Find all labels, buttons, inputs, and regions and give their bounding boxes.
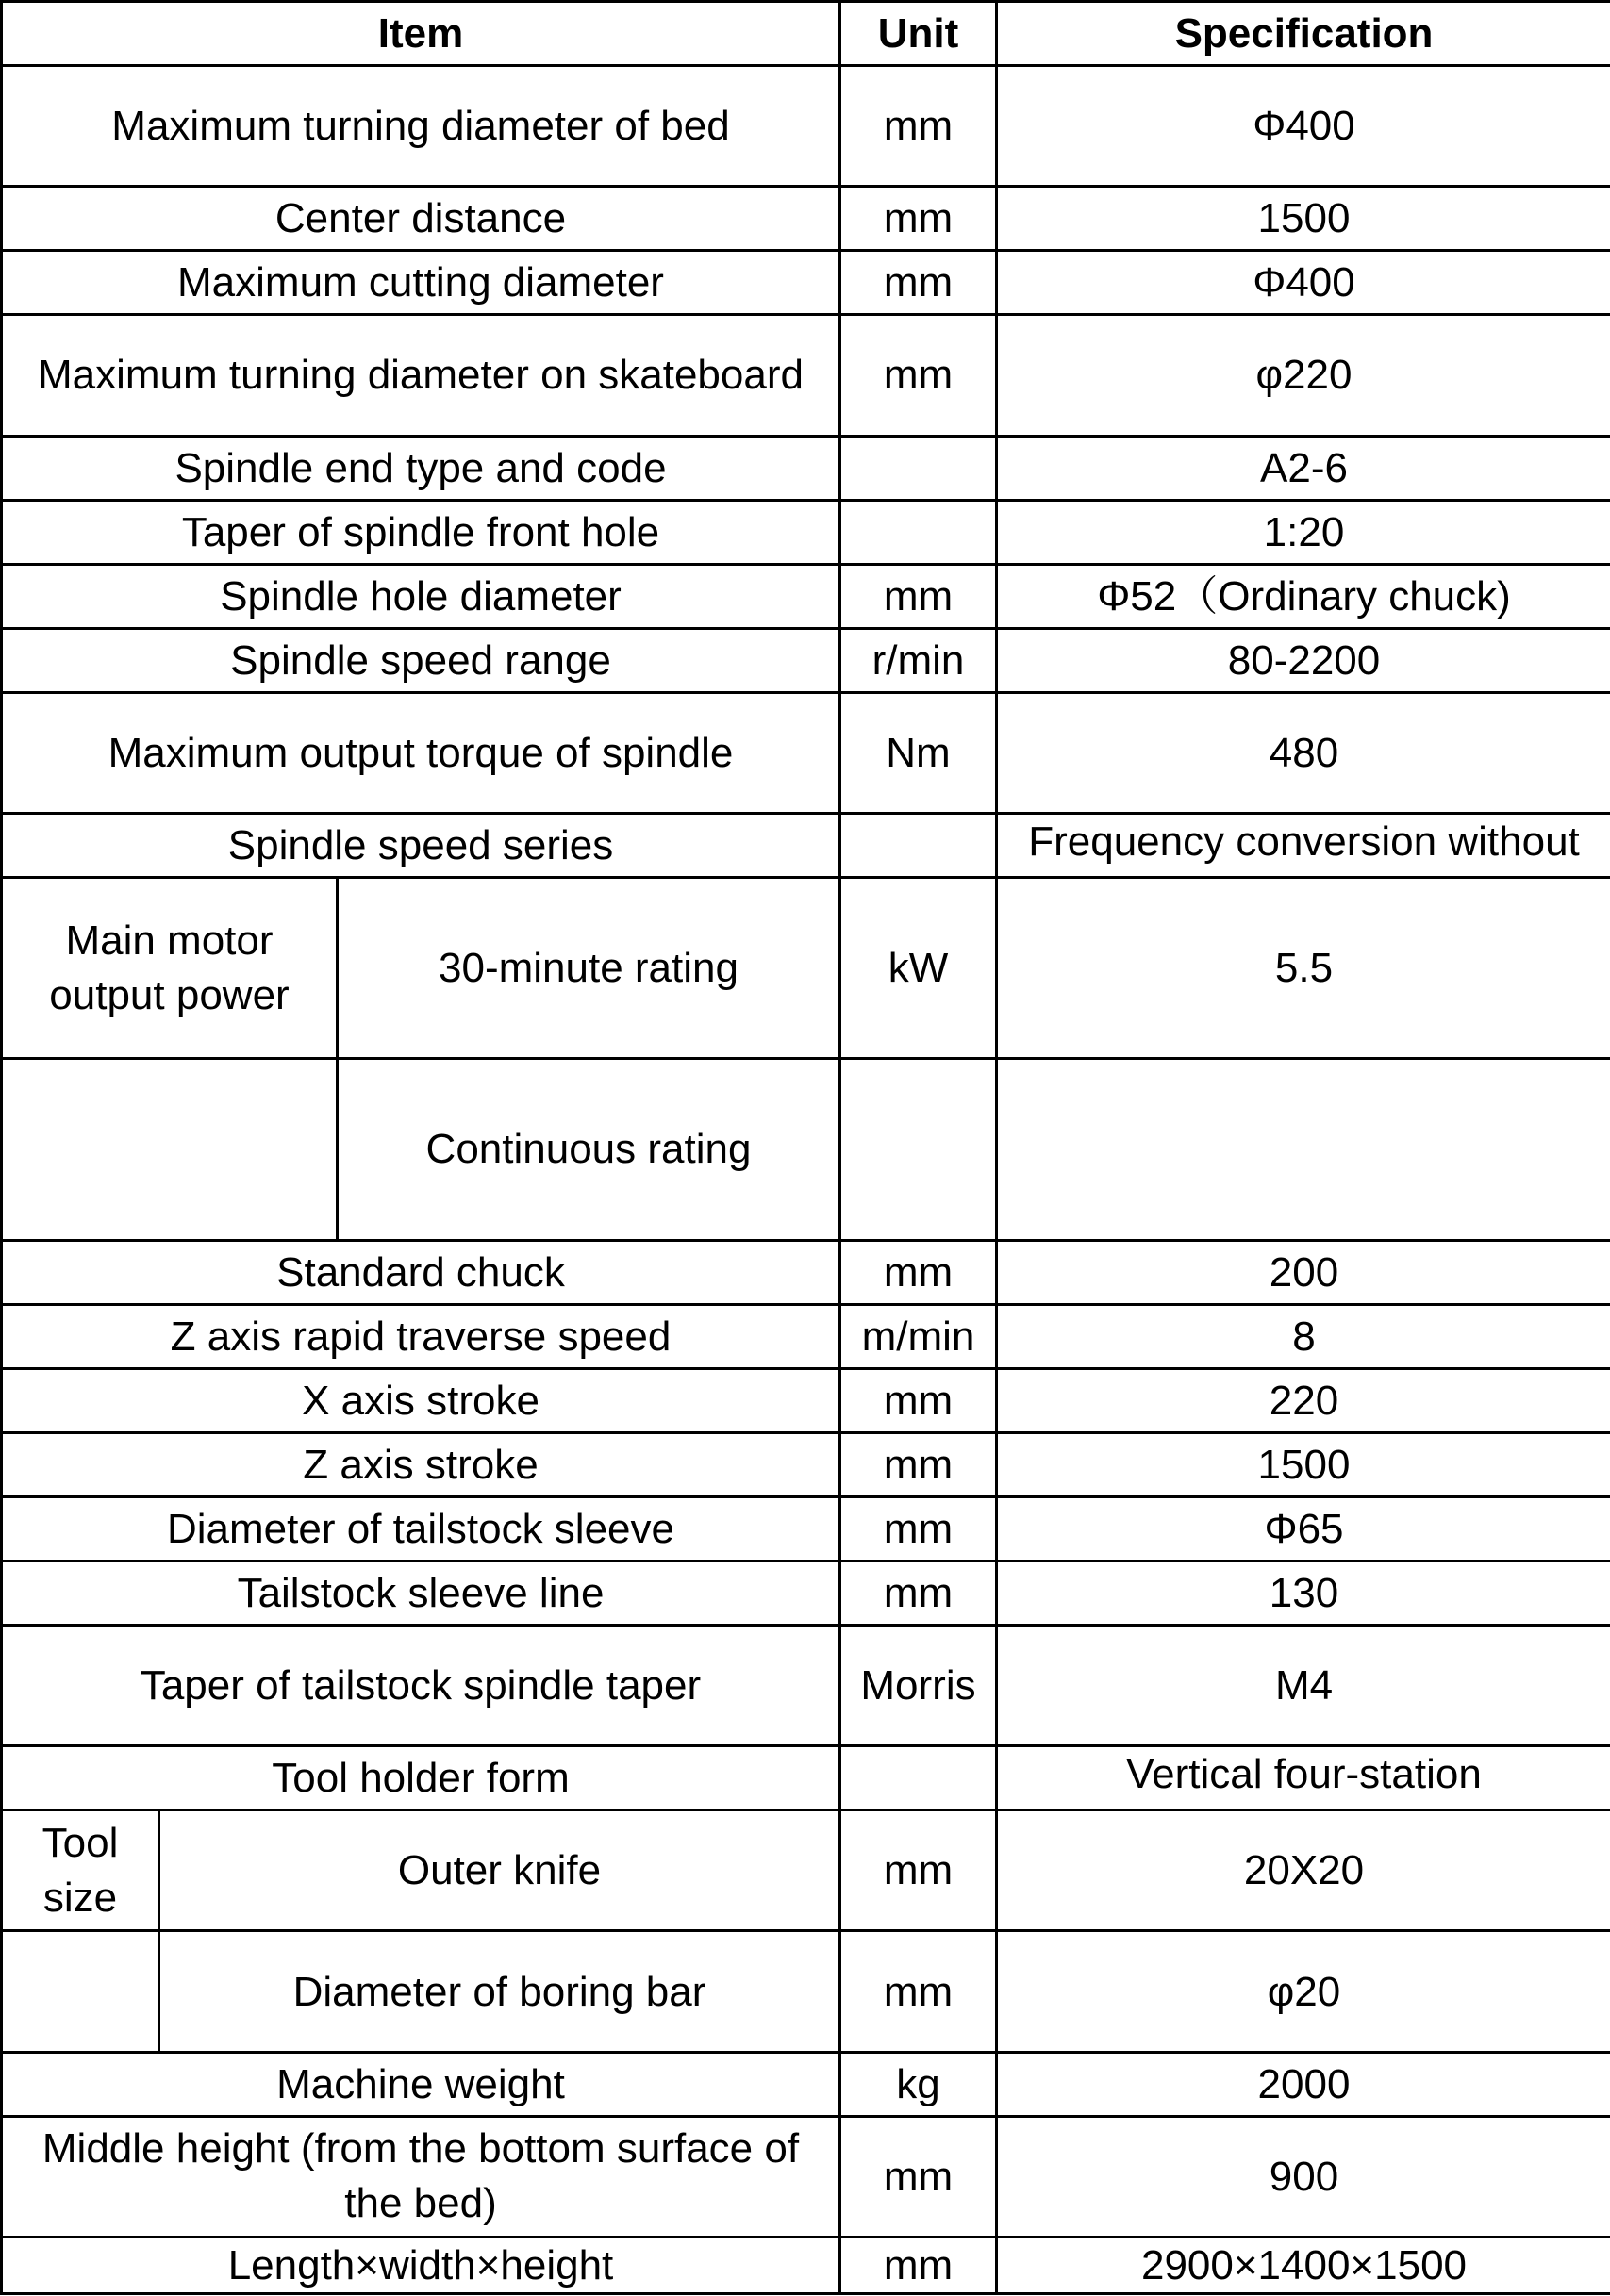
item-cell: X axis stroke (2, 1368, 840, 1432)
table-row (2, 1561, 1610, 1625)
item-cell: Maximum output torque of spindle (2, 692, 840, 813)
unit-cell: r/min (840, 628, 997, 692)
table-row (2, 878, 1610, 1059)
spec-cell: Frequency conversion without (997, 814, 1610, 878)
item-cell: Outer knife (159, 1810, 840, 1931)
unit-cell (840, 500, 997, 564)
table-row (2, 251, 1610, 315)
spec-cell: 2000 (997, 2052, 1610, 2116)
unit-cell: mm (840, 1432, 997, 1496)
unit-cell (840, 436, 997, 500)
unit-cell: mm (840, 1368, 997, 1432)
item-cell: Taper of spindle front hole (2, 500, 840, 564)
table-row (2, 814, 1610, 878)
spec-cell: 1500 (997, 187, 1610, 251)
spec-cell: Φ52（Ordinary chuck) (997, 564, 1610, 628)
item-cell: Length×width×height (2, 2237, 840, 2293)
table-row (2, 436, 1610, 500)
unit-cell: Nm (840, 692, 997, 813)
table-row (2, 500, 1610, 564)
unit-cell: mm (840, 2116, 997, 2237)
spec-cell: 130 (997, 1561, 1610, 1625)
group-label-cell (2, 878, 338, 1059)
spec-cell: φ20 (997, 1931, 1610, 2052)
header-item: Item (2, 2, 840, 66)
spec-cell: 20X20 (997, 1810, 1610, 1931)
table-row (2, 1810, 1610, 1931)
item-cell: Spindle hole diameter (2, 564, 840, 628)
table-row (2, 1746, 1610, 1810)
table-row (2, 2116, 1610, 2237)
spec-cell: 8 (997, 1304, 1610, 1368)
unit-cell: mm (840, 1240, 997, 1304)
table-row (2, 1931, 1610, 2052)
spec-cell: Φ400 (997, 66, 1610, 187)
item-cell: Taper of tailstock spindle taper (2, 1626, 840, 1746)
table-row (2, 66, 1610, 187)
header-row (2, 2, 1610, 66)
unit-cell: m/min (840, 1304, 997, 1368)
spec-cell: A2-6 (997, 436, 1610, 500)
item-cell: 30-minute rating (338, 878, 840, 1059)
spec-cell: 220 (997, 1368, 1610, 1432)
spec-cell: 200 (997, 1240, 1610, 1304)
header-unit: Unit (840, 2, 997, 66)
item-cell: Spindle speed series (2, 814, 840, 878)
unit-cell: mm (840, 1931, 997, 2052)
unit-cell: mm (840, 315, 997, 436)
unit-cell: kW (840, 878, 997, 1059)
header-spec: Specification (997, 2, 1610, 66)
item-cell: Diameter of tailstock sleeve (2, 1496, 840, 1561)
item-cell: Maximum turning diameter on skateboard (2, 315, 840, 436)
spec-cell: 2900×1400×1500 (997, 2237, 1610, 2293)
table-row (2, 1432, 1610, 1496)
table-row (2, 315, 1610, 436)
spec-cell: Φ65 (997, 1496, 1610, 1561)
item-cell: Center distance (2, 187, 840, 251)
item-text: Middle height (from the bottom surface of the bed) (41, 2125, 800, 2227)
spec-cell: 80-2200 (997, 628, 1610, 692)
item-cell: Maximum cutting diameter (2, 251, 840, 315)
table-row (2, 628, 1610, 692)
spec-cell: 900 (997, 2116, 1610, 2237)
item-cell: Machine weight (2, 2052, 840, 2116)
table-row (2, 187, 1610, 251)
tool-group-label: Tool size (41, 1819, 119, 1921)
empty-group-cell (2, 1059, 338, 1240)
unit-cell: Morris (840, 1626, 997, 1746)
item-cell: Maximum turning diameter of bed (2, 66, 840, 187)
table-row (2, 1240, 1610, 1304)
unit-cell: mm (840, 251, 997, 315)
unit-cell: mm (840, 66, 997, 187)
spec-cell: M4 (997, 1626, 1610, 1746)
item-cell: Standard chuck (2, 1240, 840, 1304)
item-cell: Tailstock sleeve line (2, 1561, 840, 1625)
item-cell: Tool holder form (2, 1746, 840, 1810)
unit-cell (840, 1059, 997, 1240)
unit-cell: mm (840, 1561, 997, 1625)
empty-group-cell (2, 1931, 159, 2052)
table-row (2, 1059, 1610, 1240)
spec-cell: 480 (997, 692, 1610, 813)
unit-cell: mm (840, 187, 997, 251)
unit-cell: mm (840, 2237, 997, 2293)
spec-cell: 5.5 (997, 878, 1610, 1059)
item-cell: Continuous rating (338, 1059, 840, 1240)
spec-cell: 1500 (997, 1432, 1610, 1496)
table-row (2, 2237, 1610, 2293)
table-row (2, 1626, 1610, 1746)
group-label-cell (2, 1810, 159, 1931)
unit-cell: mm (840, 1496, 997, 1561)
spec-cell: 1:20 (997, 500, 1610, 564)
unit-cell: mm (840, 564, 997, 628)
table-row (2, 1368, 1610, 1432)
table-row (2, 2052, 1610, 2116)
table-row (2, 692, 1610, 813)
motor-group-label: Main motor output power (49, 917, 290, 1018)
item-cell: Z axis stroke (2, 1432, 840, 1496)
item-cell: Spindle speed range (2, 628, 840, 692)
unit-cell: kg (840, 2052, 997, 2116)
spec-cell: Vertical four-station (997, 1746, 1610, 1810)
spec-cell: φ220 (997, 315, 1610, 436)
table-row (2, 1496, 1610, 1561)
table-row (2, 1304, 1610, 1368)
unit-cell (840, 1746, 997, 1810)
item-cell (2, 2116, 840, 2237)
item-cell: Diameter of boring bar (159, 1931, 840, 2052)
unit-cell (840, 814, 997, 878)
unit-cell: mm (840, 1810, 997, 1931)
spec-cell: Φ400 (997, 251, 1610, 315)
table-row (2, 564, 1610, 628)
spec-cell (997, 1059, 1610, 1240)
item-cell: Z axis rapid traverse speed (2, 1304, 840, 1368)
item-cell: Spindle end type and code (2, 436, 840, 500)
